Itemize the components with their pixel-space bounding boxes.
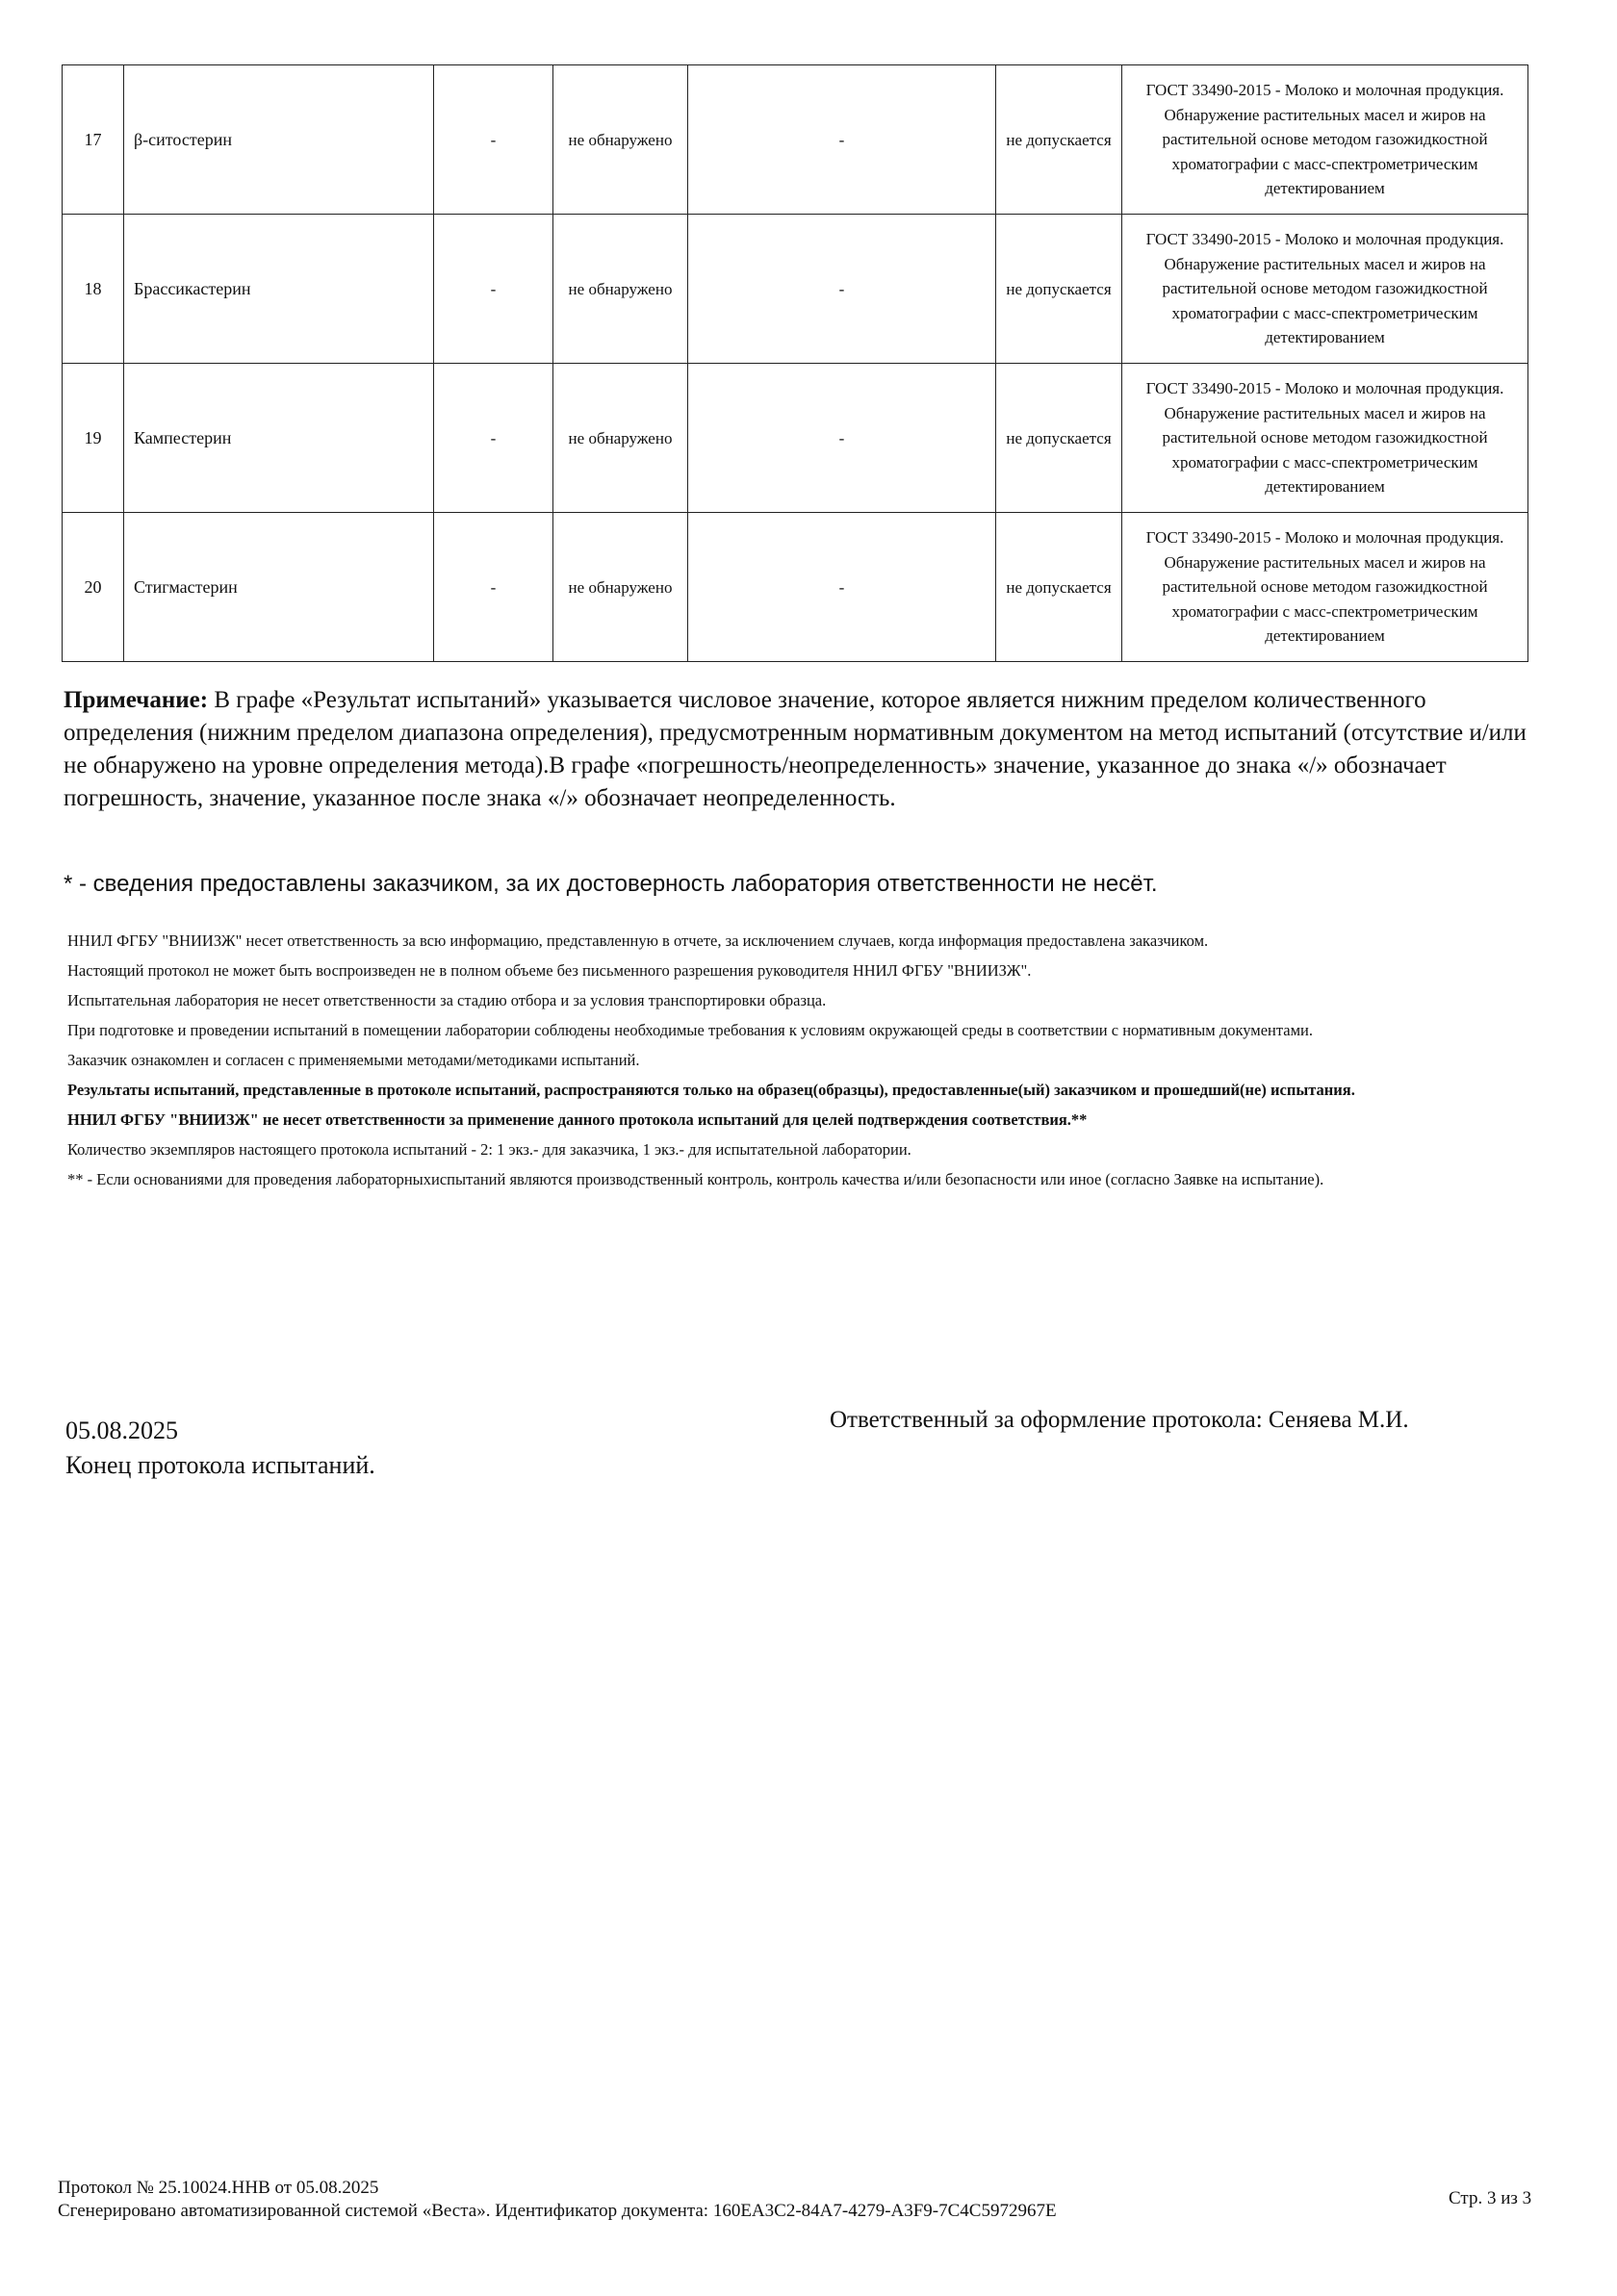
method-cell: ГОСТ 33490-2015 - Молоко и молочная продукция. Обнаружение растительных масел и жиров на растительной основе методом газожидкостной хроматографии с масс-спектрометрическим детектированием [1122,513,1528,662]
requirement-cell: - [434,364,553,513]
footer-generated-by: Сгенерировано автоматизированной системой «Веста». Идентификатор документа: 160EA3C2-84A7-4279-A3F9-7C4C5972967E [58,2201,1057,2221]
customer-info-note: * - сведения предоставлены заказчиком, за их достоверность лаборатория ответственности не несёт. [64,871,1158,897]
result-cell: не обнаружено [553,364,688,513]
row-number: 20 [63,513,124,662]
footer-protocol-number: Протокол № 25.10024.ННВ от 05.08.2025 [58,2178,379,2198]
indicator-name: Стигмастерин [124,513,434,662]
results-table [62,64,1528,662]
method-cell: ГОСТ 33490-2015 - Молоко и молочная продукция. Обнаружение растительных масел и жиров на растительной основе методом газожидкостной хроматографии с масс-спектрометрическим детектированием [1122,65,1528,215]
end-of-protocol: Конец протокола испытаний. [65,1451,375,1479]
page-number: Стр. 3 из 3 [1449,2188,1532,2208]
indicator-name: Кампестерин [124,364,434,513]
norm-cell: не допускается [996,65,1122,215]
bold-disclaimer-line: ННИЛ ФГБУ "ВНИИЗЖ" не несет ответственности за применение данного протокола испытаний для целей подтверждения соответствия.** [67,1110,1088,1129]
indicator-name: Брассикастерин [124,215,434,364]
requirement-cell: - [434,215,553,364]
responsible-person: Ответственный за оформление протокола: Сеняева М.И. [830,1407,1409,1433]
norm-cell: не допускается [996,215,1122,364]
row-number: 18 [63,215,124,364]
disclaimer-line: При подготовке и проведении испытаний в помещении лаборатории соблюдены необходимые требования к условиям окружающей среды в соответствии с нормативным документами. [67,1021,1314,1039]
requirement-cell: - [434,65,553,215]
disclaimer-line: Настоящий протокол не может быть воспроизведен не в полном объеме без письменного разрешения руководителя ННИЛ ФГБУ "ВНИИЗЖ". [67,961,1032,980]
disclaimers-block [67,926,1521,1194]
table-row [63,364,1528,513]
bold-disclaimer-line: Результаты испытаний, представленные в протоколе испытаний, распространяются только на образец(образцы), предоставленные(ый) заказчиком и прошедший(не) испытания. [67,1081,1355,1099]
norm-cell: не допускается [996,364,1122,513]
uncertainty-cell: - [688,364,996,513]
table-row [63,513,1528,662]
row-number: 19 [63,364,124,513]
double-star-note: ** - Если основаниями для проведения лабораторныхиспытаний являются производственный контроль, контроль качества и/или безопасности или иное (согласно Заявке на испытание). [67,1170,1324,1188]
note-label: Примечание: [64,687,209,713]
protocol-date: 05.08.2025 [65,1416,178,1444]
disclaimer-line: Заказчик ознакомлен и согласен с применяемыми методами/методиками испытаний. [67,1051,640,1069]
signoff-block [65,1414,375,1483]
result-cell: не обнаружено [553,513,688,662]
norm-cell: не допускается [996,513,1122,662]
disclaimer-line: Испытательная лаборатория не несет ответственности за стадию отбора и за условия транспортировки образца. [67,991,827,1009]
table-row [63,65,1528,215]
copies-note: Количество экземпляров настоящего протокола испытаний - 2: 1 экз.- для заказчика, 1 экз.- для испытательной лаборатории. [67,1140,911,1159]
result-cell: не обнаружено [553,215,688,364]
row-number: 17 [63,65,124,215]
page-footer [58,2177,1559,2223]
result-cell: не обнаружено [553,65,688,215]
method-cell: ГОСТ 33490-2015 - Молоко и молочная продукция. Обнаружение растительных масел и жиров на растительной основе методом газожидкостной хроматографии с масс-спектрометрическим детектированием [1122,364,1528,513]
indicator-name: β-ситостерин [124,65,434,215]
note-paragraph [64,684,1527,815]
disclaimer-line: ННИЛ ФГБУ "ВНИИЗЖ" несет ответственность за всю информацию, представленную в отчете, за исключением случаев, когда информация предоставлена заказчиком. [67,931,1209,950]
table-row [63,215,1528,364]
note-text: В графе «Результат испытаний» указывается числовое значение, которое является нижним пределом количественного определения (нижним пределом диапазона определения), предусмотренным нормативным документом на метод испытаний (отсутствие и/или не обнаружено на уровне определения метода).В графе «погрешность/неопределенность» значение, указанное до знака «/» обозначает погрешность, значение, указанное после знака «/» обозначает неопределенность. [64,687,1527,811]
uncertainty-cell: - [688,65,996,215]
method-cell: ГОСТ 33490-2015 - Молоко и молочная продукция. Обнаружение растительных масел и жиров на растительной основе методом газожидкостной хроматографии с масс-спектрометрическим детектированием [1122,215,1528,364]
requirement-cell: - [434,513,553,662]
uncertainty-cell: - [688,215,996,364]
uncertainty-cell: - [688,513,996,662]
